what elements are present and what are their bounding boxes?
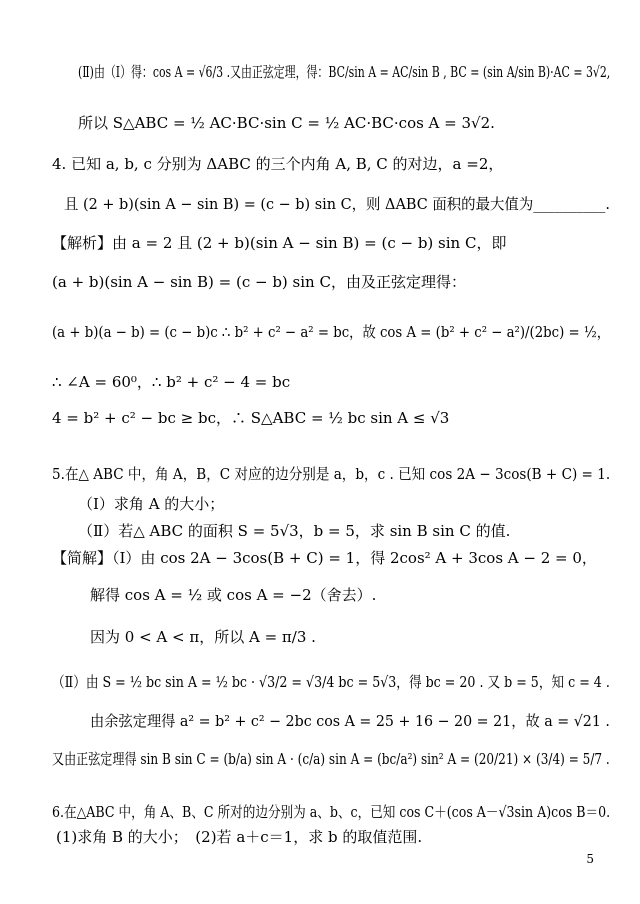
text-line: (a + b)(sin A − sin B) = (c − b) sin C，由及正弦定理得： bbox=[52, 273, 466, 291]
text-line: （Ⅰ）求角 A 的大小； bbox=[78, 495, 225, 513]
text-line: （Ⅱ）若△ ABC 的面积 S = 5√3，b = 5，求 sin B sin C 的值. bbox=[78, 522, 511, 540]
text-line: (1)求角 B 的大小； (2)若 a＋c＝1，求 b 的取值范围. bbox=[56, 828, 423, 846]
text-line: 又由正弦定理得 sin B sin C = (b/a) sin A · (c/a) sin A = (bc/a²) sin² A = (20/21) × (3/4) = 5/7 . bbox=[52, 750, 610, 768]
text-line: 5.在△ ABC 中，角 A，B，C 对应的边分别是 a，b，c . 已知 cos 2A − 3cos(B + C) = 1. bbox=[52, 465, 611, 483]
text-line: 所以 S△ABC = ½ AC·BC·sin C = ½ AC·BC·cos A = 3√2. bbox=[78, 114, 495, 132]
text-line: 【简解】（Ⅰ）由 cos 2A − 3cos(B + C) = 1，得 2cos² A + 3cos A − 2 = 0， bbox=[52, 549, 597, 567]
text-line: (a + b)(a − b) = (c − b)c ∴ b² + c² − a² = bc，故 cos A = (b² + c² − a²)/(2bc) = ½， bbox=[52, 323, 611, 341]
text-line: 【解析】由 a = 2 且 (2 + b)(sin A − sin B) = (c − b) sin C，即 bbox=[52, 234, 507, 252]
text-line: 4. 已知 a, b, c 分别为 ΔABC 的三个内角 A, B, C 的对边，a =2， bbox=[52, 155, 504, 173]
text-line: (Ⅱ)由（Ⅰ）得：cos A = √6/3 .又由正弦定理，得：BC/sin A = AC/sin B , BC = (sin A/sin B)·AC = 3√2, bbox=[78, 63, 611, 81]
text-line: 因为 0 < A < π，所以 A = π/3 . bbox=[90, 628, 316, 646]
text-line: 4 = b² + c² − bc ≥ bc，∴ S△ABC = ½ bc sin A ≤ √3 bbox=[52, 409, 450, 427]
text-line: 6.在△ABC 中，角 A、B、C 所对的边分别为 a、b、c，已知 cos C＋(cos A－√3sin A)cos B＝0. bbox=[52, 803, 611, 821]
text-line: ∴ ∠A = 60⁰，∴ b² + c² − 4 = bc bbox=[52, 373, 291, 391]
text-line: 且 (2 + b)(sin A − sin B) = (c − b) sin C，则 ΔABC 面积的最大值为__________. bbox=[64, 195, 610, 213]
page-number: 5 bbox=[586, 852, 594, 866]
text-line: 由余弦定理得 a² = b² + c² − 2bc cos A = 25 + 16 − 20 = 21，故 a = √21 . bbox=[90, 712, 610, 730]
text-line: 解得 cos A = ½ 或 cos A = −2（舍去）. bbox=[90, 586, 377, 604]
text-line: （Ⅱ）由 S = ½ bc sin A = ½ bc · √3/2 = √3/4 bc = 5√3，得 bc = 20 . 又 b = 5，知 c = 4 . bbox=[52, 673, 610, 691]
